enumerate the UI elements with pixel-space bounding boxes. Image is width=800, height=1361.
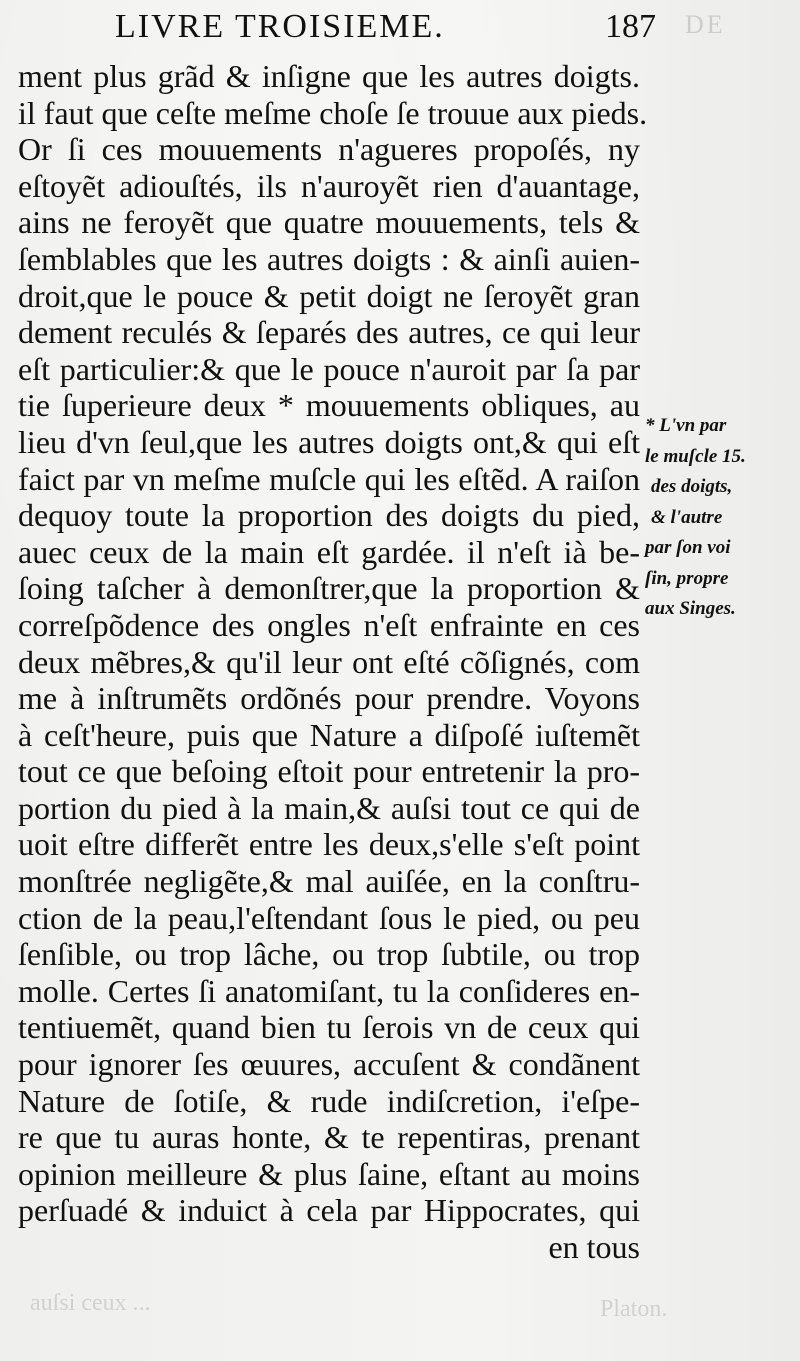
bleed-through-text: DE xyxy=(685,10,726,39)
text-line: ſenſible, ou trop lâche, ou trop ſubtile, ou trop xyxy=(18,936,640,973)
body-text xyxy=(18,58,648,1266)
margin-note-line: ſin, propre xyxy=(645,567,729,589)
text-line: dequoy toute la proportion des doigts du pied, xyxy=(18,497,640,534)
text-line: me à inſtrumẽts ordõnés pour prendre. Voyons xyxy=(18,680,640,717)
text-line: il faut que ceſte meſme choſe ſe trouue aux pieds. xyxy=(18,94,648,131)
text-line: pour ignorer ſes œuures, accuſent & condãnent xyxy=(18,1046,640,1083)
text-line: perſuadé & induict à cela par Hippocrates, qui xyxy=(18,1192,640,1229)
text-line: ment plus grãd & inſigne que les autres doigts. xyxy=(18,58,640,94)
text-line: Nature de ſotiſe, & rude indiſcretion, i'eſpe- xyxy=(18,1082,640,1119)
text-line: tentiuemẽt, quand bien tu ſerois vn de ceux qui xyxy=(18,1009,640,1046)
margin-note-line: des doigts, xyxy=(651,476,733,497)
margin-note-line: aux Singes. xyxy=(645,598,736,619)
margin-note-line: par ſon voi xyxy=(645,537,731,558)
text-line: eſtoyẽt adiouſtés, ils n'auroyẽt rien d'auantage, xyxy=(18,167,640,204)
page-number: 187 xyxy=(605,8,656,45)
text-line: correſpõdence des ongles n'eſt enfrainte en ces xyxy=(18,606,640,643)
margin-note xyxy=(645,411,795,625)
text-line: tout ce que beſoing eſtoit pour entretenir la pro- xyxy=(18,753,640,790)
text-line: deux mẽbres,& qu'il leur ont eſté cõſignés, com xyxy=(18,643,640,680)
text-line: faict par vn meſme muſcle qui les eſtẽd. A raiſon xyxy=(18,460,640,497)
text-line: ction de la peau,l'eſtendant ſous le pied, ou peu xyxy=(18,899,640,936)
text-line: droit,que le pouce & petit doigt ne ſeroyẽt gran xyxy=(18,277,640,314)
text-line: ains ne feroyẽt que quatre mouuements, tels & xyxy=(18,204,640,241)
bleed-through-footer-left: auſsi ceux ... xyxy=(30,1290,151,1316)
text-line: Or ſi ces mouuements n'agueres propoſés, ny xyxy=(18,131,640,168)
margin-note-line: * L'vn par xyxy=(645,415,727,436)
text-line: auec ceux de la main eſt gardée. il n'eſt ià be- xyxy=(18,533,640,570)
running-head xyxy=(115,8,675,52)
text-line: ſoing taſcher à demonſtrer,que la proportion & xyxy=(18,570,640,607)
text-line: monſtrée negligẽte,& mal auiſée, en la conſtru- xyxy=(18,863,640,900)
text-line: uoit eſtre differẽt entre les deux,s'elle s'eſt point xyxy=(18,826,640,863)
text-line: ſemblables que les autres doigts : & ainſi auien- xyxy=(18,240,640,277)
text-line: tie ſuperieure deux * mouuements obliques, au xyxy=(18,387,640,424)
bleed-through-footer-right: Platon. xyxy=(600,1296,668,1322)
text-line: re que tu auras honte, & te repentiras, prenant xyxy=(18,1119,640,1156)
text-line: opinion meilleure & plus ſaine, eſtant au moins xyxy=(18,1155,640,1192)
running-title: LIVRE TROISIEME. xyxy=(115,8,445,45)
text-line: dement reculés & ſeparés des autres, ce qui leur xyxy=(18,314,640,351)
text-line: eſt particulier:& que le pouce n'auroit par ſa par xyxy=(18,350,640,387)
margin-note-line: & l'autre xyxy=(651,506,723,528)
text-line: à ceſt'heure, puis que Nature a diſpoſé iuſtemẽt xyxy=(18,716,640,753)
catchword: en tous xyxy=(548,1229,640,1265)
text-line: molle. Certes ſi anatomiſant, tu la conſideres en- xyxy=(18,972,640,1009)
margin-note-line: le muſcle 15. xyxy=(645,445,746,467)
text-line: lieu d'vn ſeul,que les autres doigts ont,& qui eſt xyxy=(18,423,640,460)
text-line: portion du pied à la main,& auſsi tout ce qui de xyxy=(18,789,640,826)
